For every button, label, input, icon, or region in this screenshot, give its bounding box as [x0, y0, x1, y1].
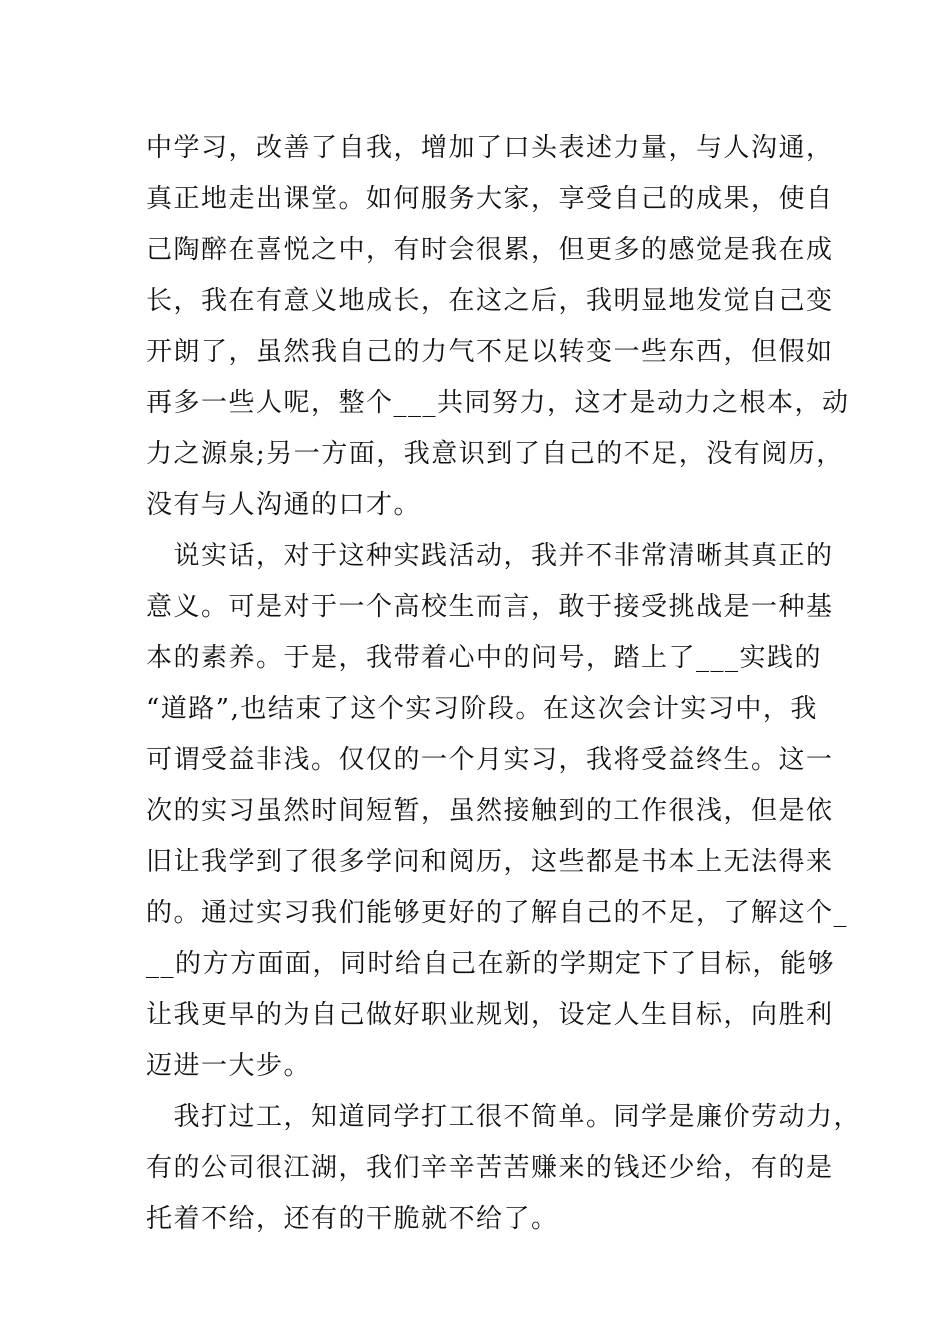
- text-line: 再多一些人呢，整个___共同努力，这才是动力之根本，动: [146, 388, 850, 418]
- paragraph-1: [146, 123, 850, 531]
- text-line: 力之源泉;另一方面，我意识到了自己的不足，没有阅历，: [146, 439, 844, 469]
- paragraph-3: [146, 1092, 862, 1245]
- text-line: 的。通过实习我们能够更好的了解自己的不足，了解这个_: [146, 898, 849, 928]
- text-line: 可谓受益非浅。仅仅的一个月实习，我将受益终生。这一: [146, 745, 834, 775]
- text-line: 开朗了，虽然我自己的力气不足以转变一些东西，但假如: [146, 337, 834, 367]
- text-line: 中学习，改善了自我，增加了口头表述力量，与人沟通，: [146, 133, 834, 163]
- text-line: 旧让我学到了很多学问和阅历，这些都是书本上无法得来: [146, 847, 834, 877]
- paragraph-2: [146, 531, 849, 1092]
- text-line: __的方方面面，同时给自己在新的学期定下了目标，能够: [146, 949, 836, 979]
- text-line: 次的实习虽然时间短暂，虽然接触到的工作很浅，但是依: [146, 796, 834, 826]
- text-line: 说实话，对于这种实践活动，我并不非常清晰其真正的: [146, 541, 834, 571]
- document-body: [146, 123, 862, 1245]
- text-line: 己陶醉在喜悦之中，有时会很累，但更多的感觉是我在成: [146, 235, 834, 265]
- text-line: 迈进一大步。: [146, 1051, 312, 1081]
- text-line: 真正地走出课堂。如何服务大家，享受自己的成果，使自: [146, 184, 834, 214]
- text-line: 托着不给，还有的干脆就不给了。: [146, 1204, 559, 1234]
- text-line: 本的素养。于是，我带着心中的问号，踏上了___实践的: [146, 643, 823, 673]
- text-line: 让我更早的为自己做好职业规划，设定人生目标，向胜利: [146, 1000, 834, 1030]
- text-line: 有的公司很江湖，我们辛辛苦苦赚来的钱还少给，有的是: [146, 1153, 834, 1183]
- text-line: 我打过工，知道同学打工很不简单。同学是廉价劳动力，: [146, 1102, 862, 1132]
- text-line: 长，我在有意义地成长，在这之后，我明显地发觉自己变: [146, 286, 834, 316]
- text-line: 意义。可是对于一个高校生而言，敢于接受挑战是一种基: [146, 592, 834, 622]
- text-line: 没有与人沟通的口才。: [146, 490, 422, 520]
- text-line: “道路”,也结束了这个实习阶段。在这次会计实习中，我: [146, 694, 818, 724]
